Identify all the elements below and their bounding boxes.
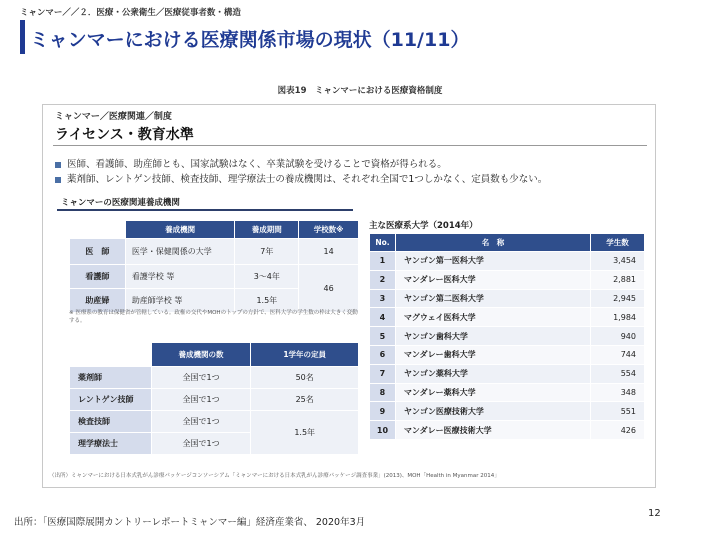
training-institutions-table — [69, 220, 359, 313]
table-note: ※ 医療系の教育は保健省が管轄している。政権の交代やMOHのトップの方針で、医科大学の学生数の枠は大きく変動する。 — [69, 310, 358, 324]
specialist-institutions-table — [69, 342, 359, 455]
table-header-row — [370, 234, 645, 252]
university-name-cell: ヤンゴン第二医科大学 — [395, 289, 590, 308]
row-header-cell: 理学療法士 — [70, 433, 152, 455]
table-row — [370, 364, 645, 383]
table-cell: 25名 — [251, 389, 359, 411]
universities-table-body — [370, 252, 645, 440]
student-count-cell: 2,881 — [591, 270, 645, 289]
table-cell: 全国で1つ — [151, 367, 251, 389]
row-number-cell: 1 — [370, 252, 396, 271]
breadcrumb: ミャンマー／／２．医療・公衆衛生／医療従事者数・構造 — [20, 8, 241, 18]
table-header-cell: 学生数 — [591, 234, 645, 252]
figure-subtitle: ミャンマー／医療関連／制度 — [55, 112, 172, 122]
table-row — [70, 389, 359, 411]
bullet-list — [55, 157, 547, 187]
table-header-cell: 1学年の定員 — [251, 343, 359, 367]
table-row — [370, 383, 645, 402]
student-count-cell: 744 — [591, 345, 645, 364]
footer-source: 出所：「医療国際展開カントリーレポートミャンマー編」経済産業省、 2020年3月 — [14, 517, 366, 528]
table-header-cell: 養成機関の数 — [151, 343, 251, 367]
row-number-cell: 5 — [370, 327, 396, 346]
row-header-cell: 助産婦 — [70, 289, 126, 313]
university-name-cell: マンダレー薬科大学 — [395, 383, 590, 402]
student-count-cell: 1,984 — [591, 308, 645, 327]
figure-source: （出所）ミャンマーにおける日本式乳がん診療パッケージコンソーシアム「ミャンマーにおける日本式乳がん診療パッケージ調査事業」(2013)、MOH「Health in Myanmar 2014」 — [49, 473, 500, 479]
university-name-cell: マンダレー医療技術大学 — [395, 421, 590, 440]
table-cell: 医学・保健関係の大学 — [125, 239, 235, 265]
universities-table-title: 主な医療系大学（2014年） — [369, 221, 478, 231]
table-row — [370, 289, 645, 308]
bullet-text: 医師、看護師、助産師とも、国家試験はなく、卒業試験を受けることで資格が得られる。 — [67, 159, 447, 170]
table-row — [70, 367, 359, 389]
row-number-cell: 9 — [370, 402, 396, 421]
row-number-cell: 10 — [370, 421, 396, 440]
table-cell: 1.5年 — [235, 289, 299, 313]
student-count-cell: 2,945 — [591, 289, 645, 308]
bullet-square-icon — [55, 162, 61, 168]
table-cell: 50名 — [251, 367, 359, 389]
table-row — [370, 308, 645, 327]
row-number-cell: 7 — [370, 364, 396, 383]
row-header-cell: 薬剤師 — [70, 367, 152, 389]
table-row — [70, 411, 359, 433]
bullet-text: 薬剤師、レントゲン技師、検査技師、理学療法士の養成機関は、それぞれ全国で1つしかなく、定員数も少ない。 — [67, 174, 548, 185]
student-count-cell: 348 — [591, 383, 645, 402]
table-cell: 全国で1つ — [151, 433, 251, 455]
table-header-cell — [70, 343, 152, 367]
figure-heading: ライセンス・教育水準 — [55, 127, 194, 143]
table-row — [70, 265, 359, 289]
table-cell: 全国で1つ — [151, 389, 251, 411]
university-name-cell: ヤンゴン薬科大学 — [395, 364, 590, 383]
table-cell: 7年 — [235, 239, 299, 265]
table-header-cell: No. — [370, 234, 396, 252]
university-name-cell: ヤンゴン医療技術大学 — [395, 402, 590, 421]
table-row — [370, 327, 645, 346]
title-accent-bar — [20, 20, 25, 54]
section-underline — [57, 209, 353, 211]
table-row — [370, 345, 645, 364]
student-count-cell: 554 — [591, 364, 645, 383]
page-title: ミャンマーにおける医療関係市場の現状（11/11） — [30, 29, 470, 51]
table-row — [70, 239, 359, 265]
row-number-cell: 3 — [370, 289, 396, 308]
section-label: ミャンマーの医療関連養成機関 — [61, 198, 180, 208]
figure-panel — [42, 104, 656, 488]
row-header-cell: レントゲン技師 — [70, 389, 152, 411]
table-row — [370, 402, 645, 421]
row-number-cell: 4 — [370, 308, 396, 327]
university-name-cell: ヤンゴン歯科大学 — [395, 327, 590, 346]
table-row — [370, 252, 645, 271]
table-cell: 助産師学校 等 — [125, 289, 235, 313]
university-name-cell: マンダレー医科大学 — [395, 270, 590, 289]
university-name-cell: マンダレー歯科大学 — [395, 345, 590, 364]
bullet-item — [55, 172, 547, 187]
figure-divider — [53, 145, 647, 146]
row-header-cell: 看護師 — [70, 265, 126, 289]
table-cell: 全国で1つ — [151, 411, 251, 433]
student-count-cell: 426 — [591, 421, 645, 440]
student-count-cell: 3,454 — [591, 252, 645, 271]
table-header-cell — [70, 221, 126, 239]
table-row — [370, 421, 645, 440]
table-header-cell: 養成期間 — [235, 221, 299, 239]
table-cell: 14 — [299, 239, 359, 265]
row-number-cell: 8 — [370, 383, 396, 402]
page-number: 12 — [648, 508, 661, 519]
student-count-cell: 940 — [591, 327, 645, 346]
table-header-row — [70, 221, 359, 239]
table-cell: 46 — [299, 265, 359, 313]
table-header-row — [70, 343, 359, 367]
table-header-cell: 名 称 — [395, 234, 590, 252]
row-header-cell: 検査技師 — [70, 411, 152, 433]
student-count-cell: 551 — [591, 402, 645, 421]
table-header-cell: 学校数※ — [299, 221, 359, 239]
university-name-cell: ヤンゴン第一医科大学 — [395, 252, 590, 271]
table-cell: 1.5年 — [251, 411, 359, 455]
table-header-cell: 養成機関 — [125, 221, 235, 239]
table-row — [370, 270, 645, 289]
row-number-cell: 6 — [370, 345, 396, 364]
bullet-item — [55, 157, 547, 172]
table-cell: 看護学校 等 — [125, 265, 235, 289]
table-cell: 3〜4年 — [235, 265, 299, 289]
row-number-cell: 2 — [370, 270, 396, 289]
bullet-square-icon — [55, 177, 61, 183]
university-name-cell: マグウェイ医科大学 — [395, 308, 590, 327]
universities-table — [369, 233, 645, 440]
row-header-cell: 医 師 — [70, 239, 126, 265]
figure-caption: 図表19 ミャンマーにおける医療資格制度 — [277, 86, 443, 96]
